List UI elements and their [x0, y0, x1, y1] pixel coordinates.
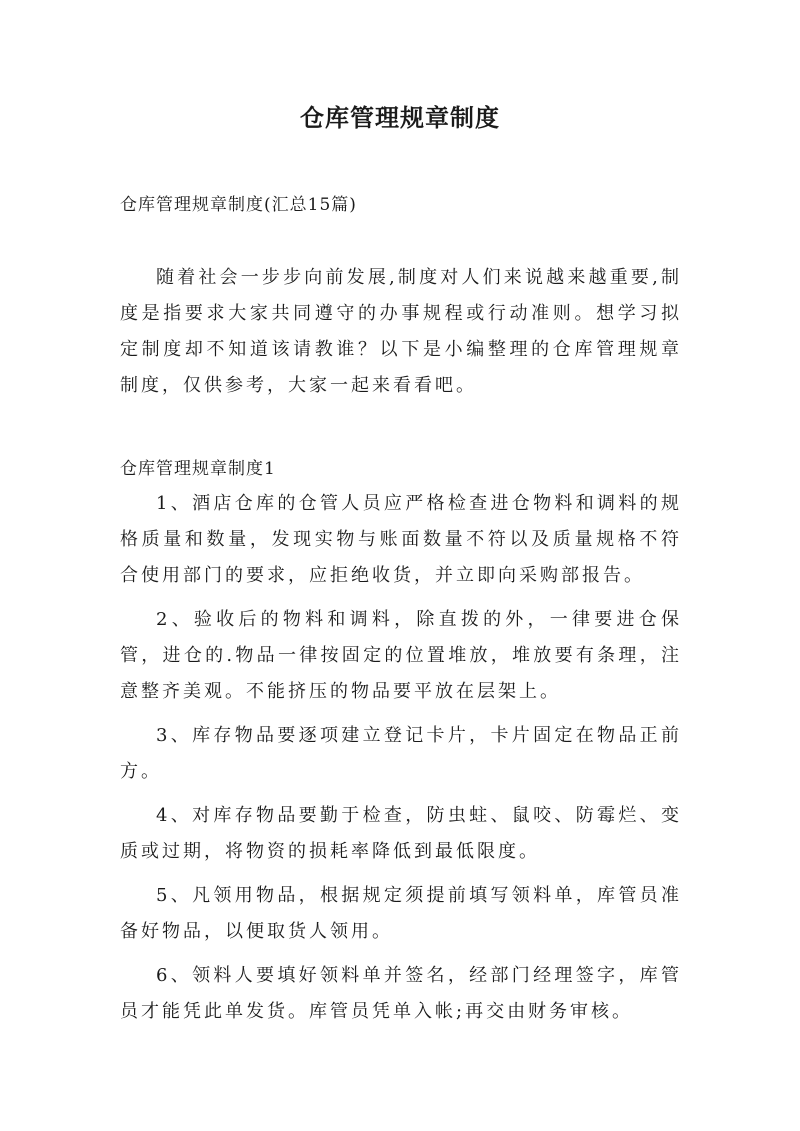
section-heading: 仓库管理规章制度1 [120, 459, 276, 479]
clause-item: 4、对库存物品要勤于检查，防虫蛀、鼠咬、防霉烂、变质或过期，将物资的损耗率降低到最低限度。 [120, 805, 682, 862]
clause-item: 1、酒店仓库的仓管人员应严格检查进仓物料和调料的规格质量和数量，发现实物与账面数量不符以及质量规格不符合使用部门的要求，应拒绝收货，并立即向采购部报告。 [120, 493, 682, 586]
intro-paragraph: 随着社会一步步向前发展,制度对人们来说越来越重要,制度是指要求大家共同遵守的办事规程或行动准则。想学习拟定制度却不知道该请教谁？以下是小编整理的仓库管理规章制度，仅供参考，大家一起来看看吧。 [120, 267, 682, 396]
clause-item: 2、验收后的物料和调料，除直拨的外，一律要进仓保管，进仓的.物品一律按固定的位置堆放，堆放要有条理，注意整齐美观。不能挤压的物品要平放在层架上。 [120, 609, 682, 702]
clause-item: 6、领料人要填好领料单并签名，经部门经理签字，库管员才能凭此单发货。库管员凭单入帐;再交由财务审核。 [120, 965, 682, 1022]
clause-item: 3、库存物品要逐项建立登记卡片，卡片固定在物品正前方。 [120, 725, 682, 782]
document-title: 仓库管理规章制度 [300, 103, 500, 132]
clause-item: 5、凡领用物品，根据规定须提前填写领料单，库管员准备好物品，以便取货人领用。 [120, 885, 682, 942]
document-subtitle: 仓库管理规章制度(汇总15篇) [120, 195, 357, 215]
clause-list [120, 486, 682, 1038]
